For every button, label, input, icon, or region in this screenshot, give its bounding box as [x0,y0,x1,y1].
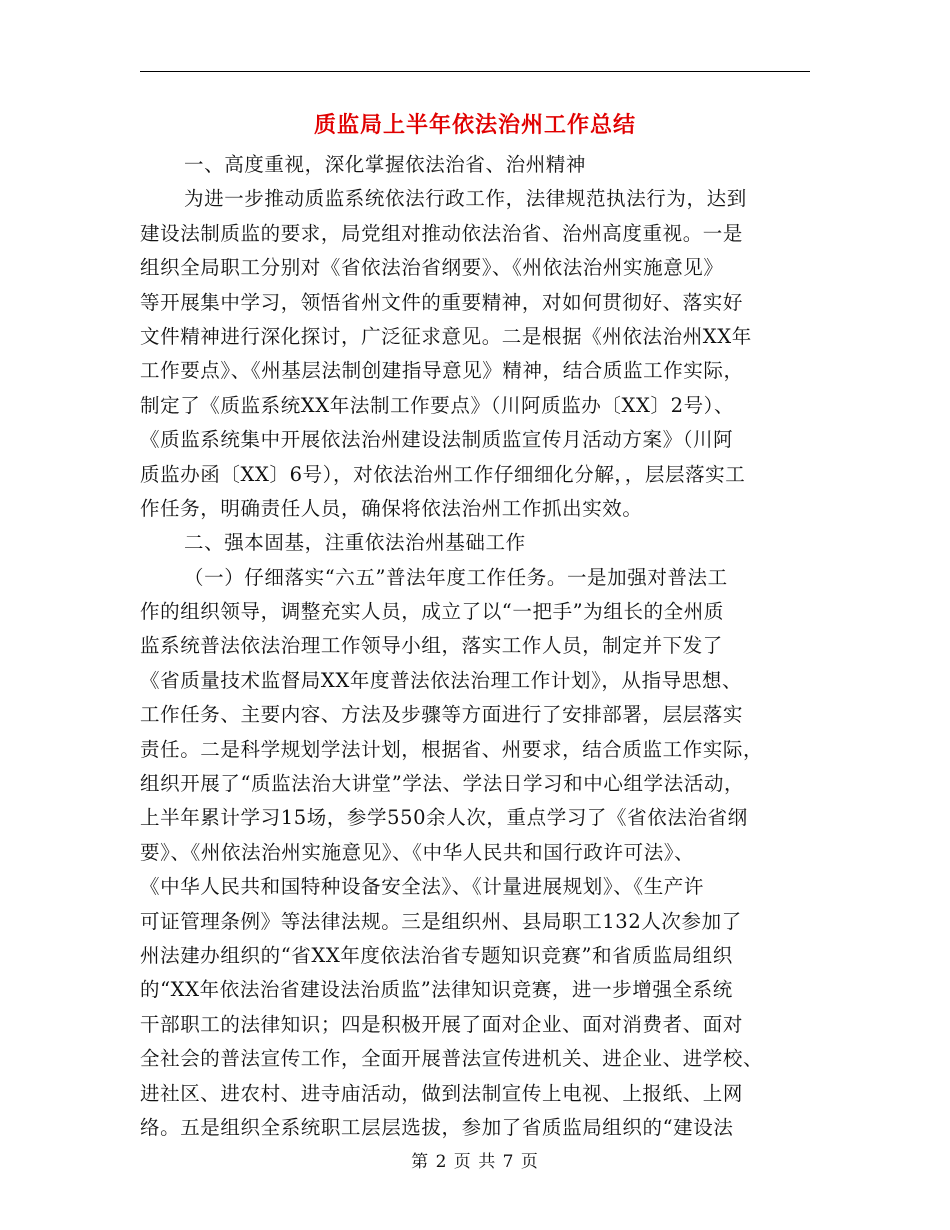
paragraph-line: 《省质量技术监督局XX年度普法依法治理工作计划》，从指导思想、 [140,668,743,692]
section-heading-2: 二、强本固基，注重依法治州基础工作 [184,531,526,555]
paragraph-line: 为进一步推动质监系统依法行政工作，法律规范执法行为，达到 [184,187,747,211]
paragraph-line: 建设法制质监的要求，局党组对推动依法治省、治州高度重视。一是 [140,221,744,245]
paragraph-line: 作的组织领导，调整充实人员，成立了以“一把手”为组长的全州质 [140,600,724,624]
paragraph-line: 进社区、进农村、进寺庙活动，做到法制宣传上电视、上报纸、上网 [140,1081,744,1105]
paragraph-line: 组织开展了“质监法治大讲堂”学法、学法日学习和中心组学法活动， [140,772,745,796]
paragraph-line: 州法建办组织的“省XX年度依法治省专题知识竞赛”和省质监局组织 [140,943,733,967]
header-rule [140,71,810,72]
document-body [140,148,812,1145]
paragraph-line: 监系统普法依法治理工作领导小组，落实工作人员，制定并下发了 [140,634,723,658]
section-heading-1: 一、高度重视，深化掌握依法治省、治州精神 [184,153,587,176]
paragraph-line: 全社会的普法宣传工作，全面开展普法宣传进机关、进企业、进学校、 [140,1047,764,1071]
paragraph-line: 质监办函〔XX〕6号），对依法治州工作仔细细化分解，，层层落实工 [140,462,746,486]
paragraph-line: 制定了《质监系统XX年法制工作要点》（川阿质监办〔XX〕2号）、 [140,393,735,417]
paragraph-line: 的“XX年依法治省建设法治质监”法律知识竞赛，进一步增强全系统 [140,978,733,1002]
paragraph-line: 文件精神进行深化探讨，广泛征求意见。二是根据《州依法治州XX年 [140,324,752,348]
page-number: 第 2 页 共 7 页 [411,1152,539,1172]
paragraph-line: 等开展集中学习，领悟省州文件的重要精神，对如何贯彻好、落实好 [140,290,744,314]
paragraph-line: 要》、《州依法治州实施意见》、《中华人民共和国行政许可法》、 [140,840,695,864]
paragraph-line: 工作任务、主要内容、方法及步骤等方面进行了安排部署，层层落实 [140,703,744,727]
paragraph-line: 干部职工的法律知识；四是积极开展了面对企业、面对消费者、面对 [140,1012,744,1036]
paragraph-line: 络。五是组织全系统职工层层选拔，参加了省质监局组织的“建设法 [140,1115,734,1139]
paragraph-line: 可证管理条例》等法律法规。三是组织州、县局职工132人次参加了 [140,909,742,933]
paragraph-line: 上半年累计学习15场，参学550余人次，重点学习了《省依法治省纲 [140,806,748,830]
document-title: 质监局上半年依法治州工作总结 [313,112,636,138]
paragraph-line: 工作要点》、《州基层法制创建指导意见》精神，结合质监工作实际， [140,359,744,383]
paragraph-line: 《中华人民共和国特种设备安全法》、《计量进展规划》、《生产许 [140,875,705,899]
paragraph-line: （一）仔细落实“六五”普法年度工作任务。一是加强对普法工 [184,565,728,589]
paragraph-line: 《质监系统集中开展依法治州建设法制质监宣传月活动方案》（川阿 [140,428,734,452]
paragraph-line: 组织全局职工分别对《省依法治省纲要》、《州依法治州实施意见》 [140,256,724,280]
paragraph-line: 作任务，明确责任人员，确保将依法治州工作抓出实效。 [140,496,643,520]
paragraph-line: 责任。二是科学规划学法计划，根据省、州要求，结合质监工作实际， [140,737,764,761]
